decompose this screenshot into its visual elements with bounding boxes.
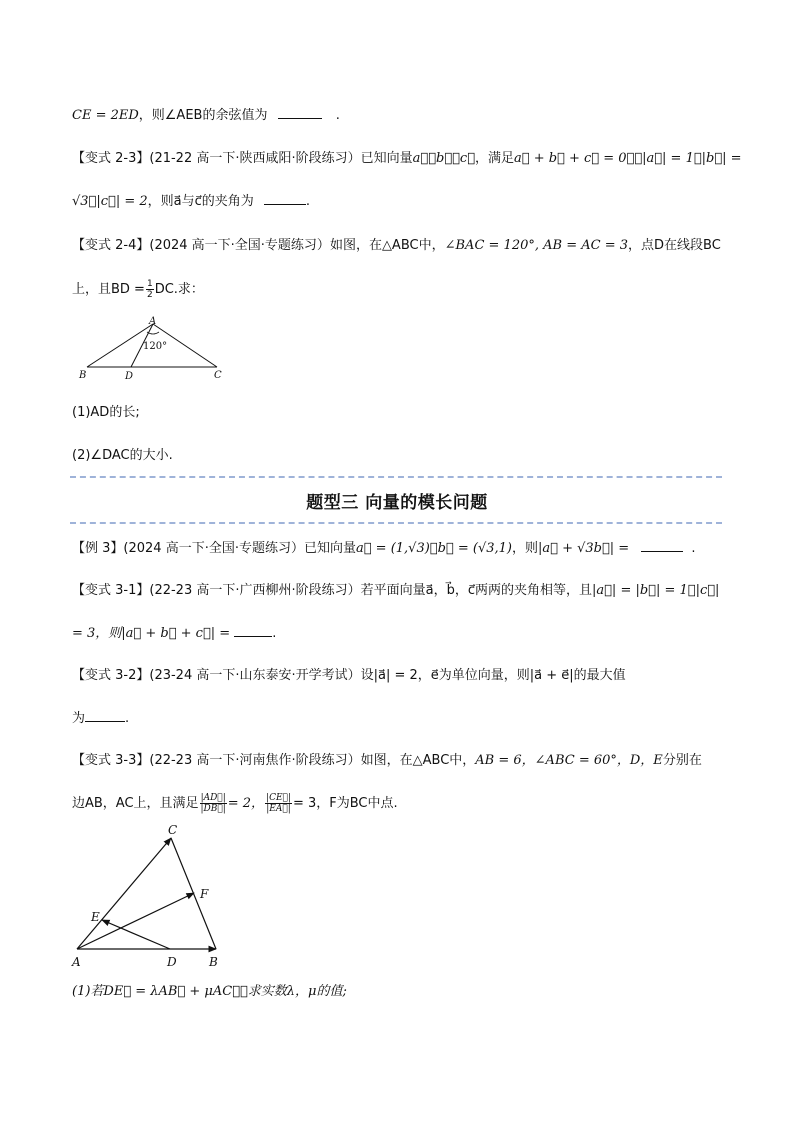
answer-blank[interactable] [264,192,306,205]
condition-angle-bac: ∠BAC = 120°, AB = AC = 3 [444,238,628,253]
expr-ce: CE = 2ED [72,108,139,123]
label-c: C [214,370,222,381]
variant-3-3-line1 [72,752,702,770]
condition-ab-coords: a⃗ = (1,√3)，b⃗ = (√3,1) [355,541,512,556]
tag-example-3: 【例 3】 [72,541,124,556]
question-1-ad: (1)AD的长; [72,405,140,420]
source-2-3: (21-22 高一下·陕西咸阳·阶段练习） [149,151,361,166]
source-2-4: (2024 高一下·全国·专题练习） [149,238,330,253]
text-then: ，则 [511,541,538,556]
text-point-d: ，点D在线段BC [628,238,721,253]
label-f: F [200,887,209,901]
text-in-triangle: 如图，在△ABC中， [360,753,476,768]
text-given-vectors: 已知向量 [360,151,413,166]
source-3-2: (23-24 高一下·山东泰安·开学考试） [149,668,361,683]
answer-blank[interactable] [85,709,125,722]
divider-bottom [70,522,722,524]
expr-norm: |a⃗ + √3b⃗| = [538,541,630,556]
variant-2-4-line1 [72,237,721,255]
variant-2-3-line1 [72,150,742,168]
vectors-abc: a⃗，b⃗，c⃗ [412,151,475,166]
divider-top [70,476,722,478]
label-d: D [167,955,177,969]
label-b: B [209,955,218,969]
label-a: A [149,316,157,327]
period: . [125,711,130,726]
label-e: E [91,910,100,924]
period: . [691,541,696,556]
source-ex3: (2024 高一下·全国·专题练习） [123,541,304,556]
example-3 [72,539,695,558]
variant-3-3-line2 [72,793,398,814]
condition-norms: |a⃗| = |b⃗| = 1，|c⃗| [592,583,720,598]
source-3-1: (22-23 高一下·广西柳州·阶段练习） [149,583,361,598]
variant-3-2-line2 [72,709,129,728]
text-wei: 为 [72,711,86,726]
period: . [305,194,311,209]
tag-2-4: 【变式 2-4】 [72,238,150,253]
label-d: D [125,371,134,382]
text-given-vectors: 已知向量 [303,541,356,556]
fraction-ce-ea: $\frac{|CE⃗|}{|EA⃗|}$ [266,793,291,814]
condition-sum-zero: a⃗ + b⃗ + c⃗ = 0⃗，|a⃗| = 1，|b⃗| = [514,151,742,166]
text-cos-aeb: ，则∠AEB的余弦值为 [138,108,268,123]
text-dc-find: DC.求： [154,282,204,297]
variant-2-4-line2 [72,279,204,300]
period: . [272,626,277,641]
text-respectively: 分别在 [662,753,702,768]
question-2-dac: (2)∠DAC的大小. [72,448,173,463]
tag-3-1: 【变式 3-1】 [72,583,150,598]
period: . [335,108,340,123]
eq-3-f-midpoint: = 3，F为BC中点. [292,796,398,811]
text-equal-angles: 若平面向量a⃗，b⃗，c⃗两两的夹角相等，且 [360,583,592,598]
answer-blank[interactable] [278,106,322,119]
variant-3-2-line1 [72,667,626,685]
condition-c-norm: √3，|c⃗| = 2 [72,194,148,209]
variant-3-1-line1 [72,582,719,600]
text-max-value: 设|a⃗| = 2，e⃗为单位向量，则|a⃗ + e⃗|的最大值 [360,668,626,683]
label-a: A [72,955,81,969]
line-ce-2ed [72,106,340,125]
tag-3-3: 【变式 3-3】 [72,753,150,768]
text-find-lambda-mu: (1)若DE⃗ = λAB⃗ + μAC⃗，求实数λ，μ的值; [72,984,347,999]
variant-3-1-line2 [72,624,276,643]
expr-sum-norm: = 3，则|a⃗ + b⃗ + c⃗| = [72,626,231,641]
section-title: 题型三 向量的模长问题 [306,493,488,513]
text-angle-ac: ，则a⃗与c⃗的夹角为 [147,194,254,209]
question-1-de [72,983,347,1001]
tag-2-3: 【变式 2-3】 [72,151,150,166]
label-b: B [79,370,87,381]
triangle-figure-2 [66,820,236,972]
tag-3-2: 【变式 3-2】 [72,668,150,683]
triangle-figure-1 [75,312,235,382]
condition-ab-6: AB = 6，∠ABC = 60°，D，E [475,753,663,768]
label-c: C [168,823,178,837]
text-bd-eq: 上，且BD = [72,282,145,297]
text-on-sides: 边AB，AC上，且满足 [72,796,199,811]
variant-2-3-line2 [72,192,310,211]
text-in-triangle: 如图，在△ABC中， [329,238,445,253]
fraction-ad-db: $\frac{|AD⃗|}{|DB⃗|}$ [200,793,226,814]
text-satisfy: ，满足 [475,151,515,166]
fraction-half: $\frac{1}{2}$ [146,279,153,300]
answer-blank[interactable] [641,539,683,552]
source-3-3: (22-23 高一下·河南焦作·阶段练习） [149,753,361,768]
label-angle-120: 120° [143,341,168,352]
answer-blank[interactable] [234,624,272,637]
eq-2: = 2， [227,796,265,811]
